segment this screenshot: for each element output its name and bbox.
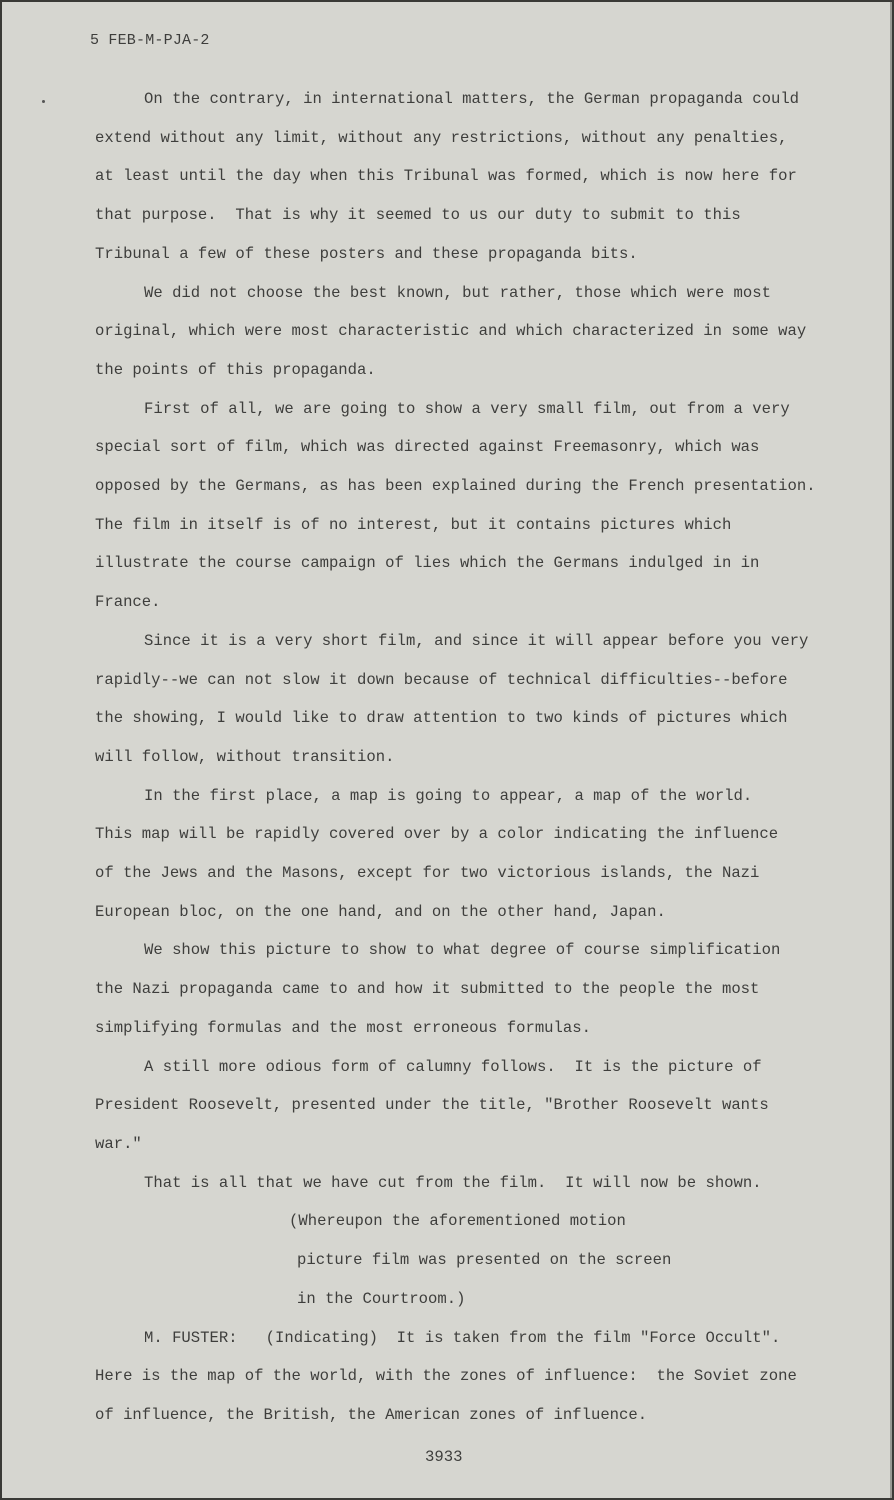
text-line: the Nazi propaganda came to and how it submitted to the people the most bbox=[95, 980, 760, 999]
text-line: the showing, I would like to draw attention to two kinds of pictures which bbox=[95, 709, 788, 728]
text-line: Tribunal a few of these posters and these propaganda bits. bbox=[95, 244, 638, 263]
text-line: of influence, the British, the American zones of influence. bbox=[95, 1405, 648, 1424]
text-line: In the first place, a map is going to appear, a map of the world. bbox=[144, 786, 753, 805]
text-line: that purpose. That is why it seemed to us our duty to submit to this bbox=[95, 206, 741, 225]
text-line: war." bbox=[95, 1134, 142, 1153]
text-line: France. bbox=[95, 593, 161, 612]
text-line: The film in itself is of no interest, but it contains pictures which bbox=[95, 515, 732, 534]
stage-direction-line: (Whereupon the aforementioned motion bbox=[289, 1212, 626, 1231]
text-line: Here is the map of the world, with the zones of influence: the Soviet zone bbox=[95, 1367, 797, 1386]
text-line: rapidly--we can not slow it down because of technical difficulties--before bbox=[95, 670, 788, 689]
margin-mark bbox=[42, 100, 45, 103]
text-line: We show this picture to show to what degree of course simplification bbox=[144, 941, 781, 960]
text-line: That is all that we have cut from the film. It will now be shown. bbox=[144, 1173, 762, 1192]
text-line: A still more odious form of calumny follows. It is the picture of bbox=[144, 1057, 762, 1076]
text-line: European bloc, on the one hand, and on the other hand, Japan. bbox=[95, 902, 666, 921]
page-number: 3933 bbox=[425, 1448, 463, 1466]
text-line: original, which were most characteristic and which characterized in some way bbox=[95, 322, 807, 341]
stage-direction-line: in the Courtroom.) bbox=[297, 1289, 466, 1308]
text-line: Since it is a very short film, and since it will appear before you very bbox=[144, 631, 809, 650]
text-line: at least until the day when this Tribunal was formed, which is now here for bbox=[95, 167, 797, 186]
text-line: extend without any limit, without any restrictions, without any penalties, bbox=[95, 128, 788, 147]
text-line: M. FUSTER: (Indicating) It is taken from the film "Force Occult". bbox=[144, 1328, 781, 1347]
text-line: will follow, without transition. bbox=[95, 747, 395, 766]
text-line: We did not choose the best known, but rather, those which were most bbox=[144, 283, 771, 302]
text-line: of the Jews and the Masons, except for two victorious islands, the Nazi bbox=[95, 864, 760, 883]
page-header: 5 FEB-M-PJA-2 bbox=[90, 32, 210, 49]
text-line: special sort of film, which was directed against Freemasonry, which was bbox=[95, 438, 760, 457]
text-line: On the contrary, in international matters, the German propaganda could bbox=[144, 90, 800, 108]
document-page bbox=[2, 2, 892, 1498]
text-line: illustrate the course campaign of lies which the Germans indulged in in bbox=[95, 554, 760, 573]
text-line: First of all, we are going to show a very small film, out from a very bbox=[144, 399, 790, 418]
text-line: the points of this propaganda. bbox=[95, 360, 376, 379]
text-line: simplifying formulas and the most erroneous formulas. bbox=[95, 1018, 591, 1037]
stage-direction-line: picture film was presented on the screen bbox=[297, 1251, 672, 1270]
text-line: This map will be rapidly covered over by a color indicating the influence bbox=[95, 825, 779, 844]
document-body bbox=[95, 80, 835, 1435]
text-line: President Roosevelt, presented under the title, "Brother Roosevelt wants bbox=[95, 1096, 769, 1115]
text-line: opposed by the Germans, as has been explained during the French presentation. bbox=[95, 477, 816, 496]
